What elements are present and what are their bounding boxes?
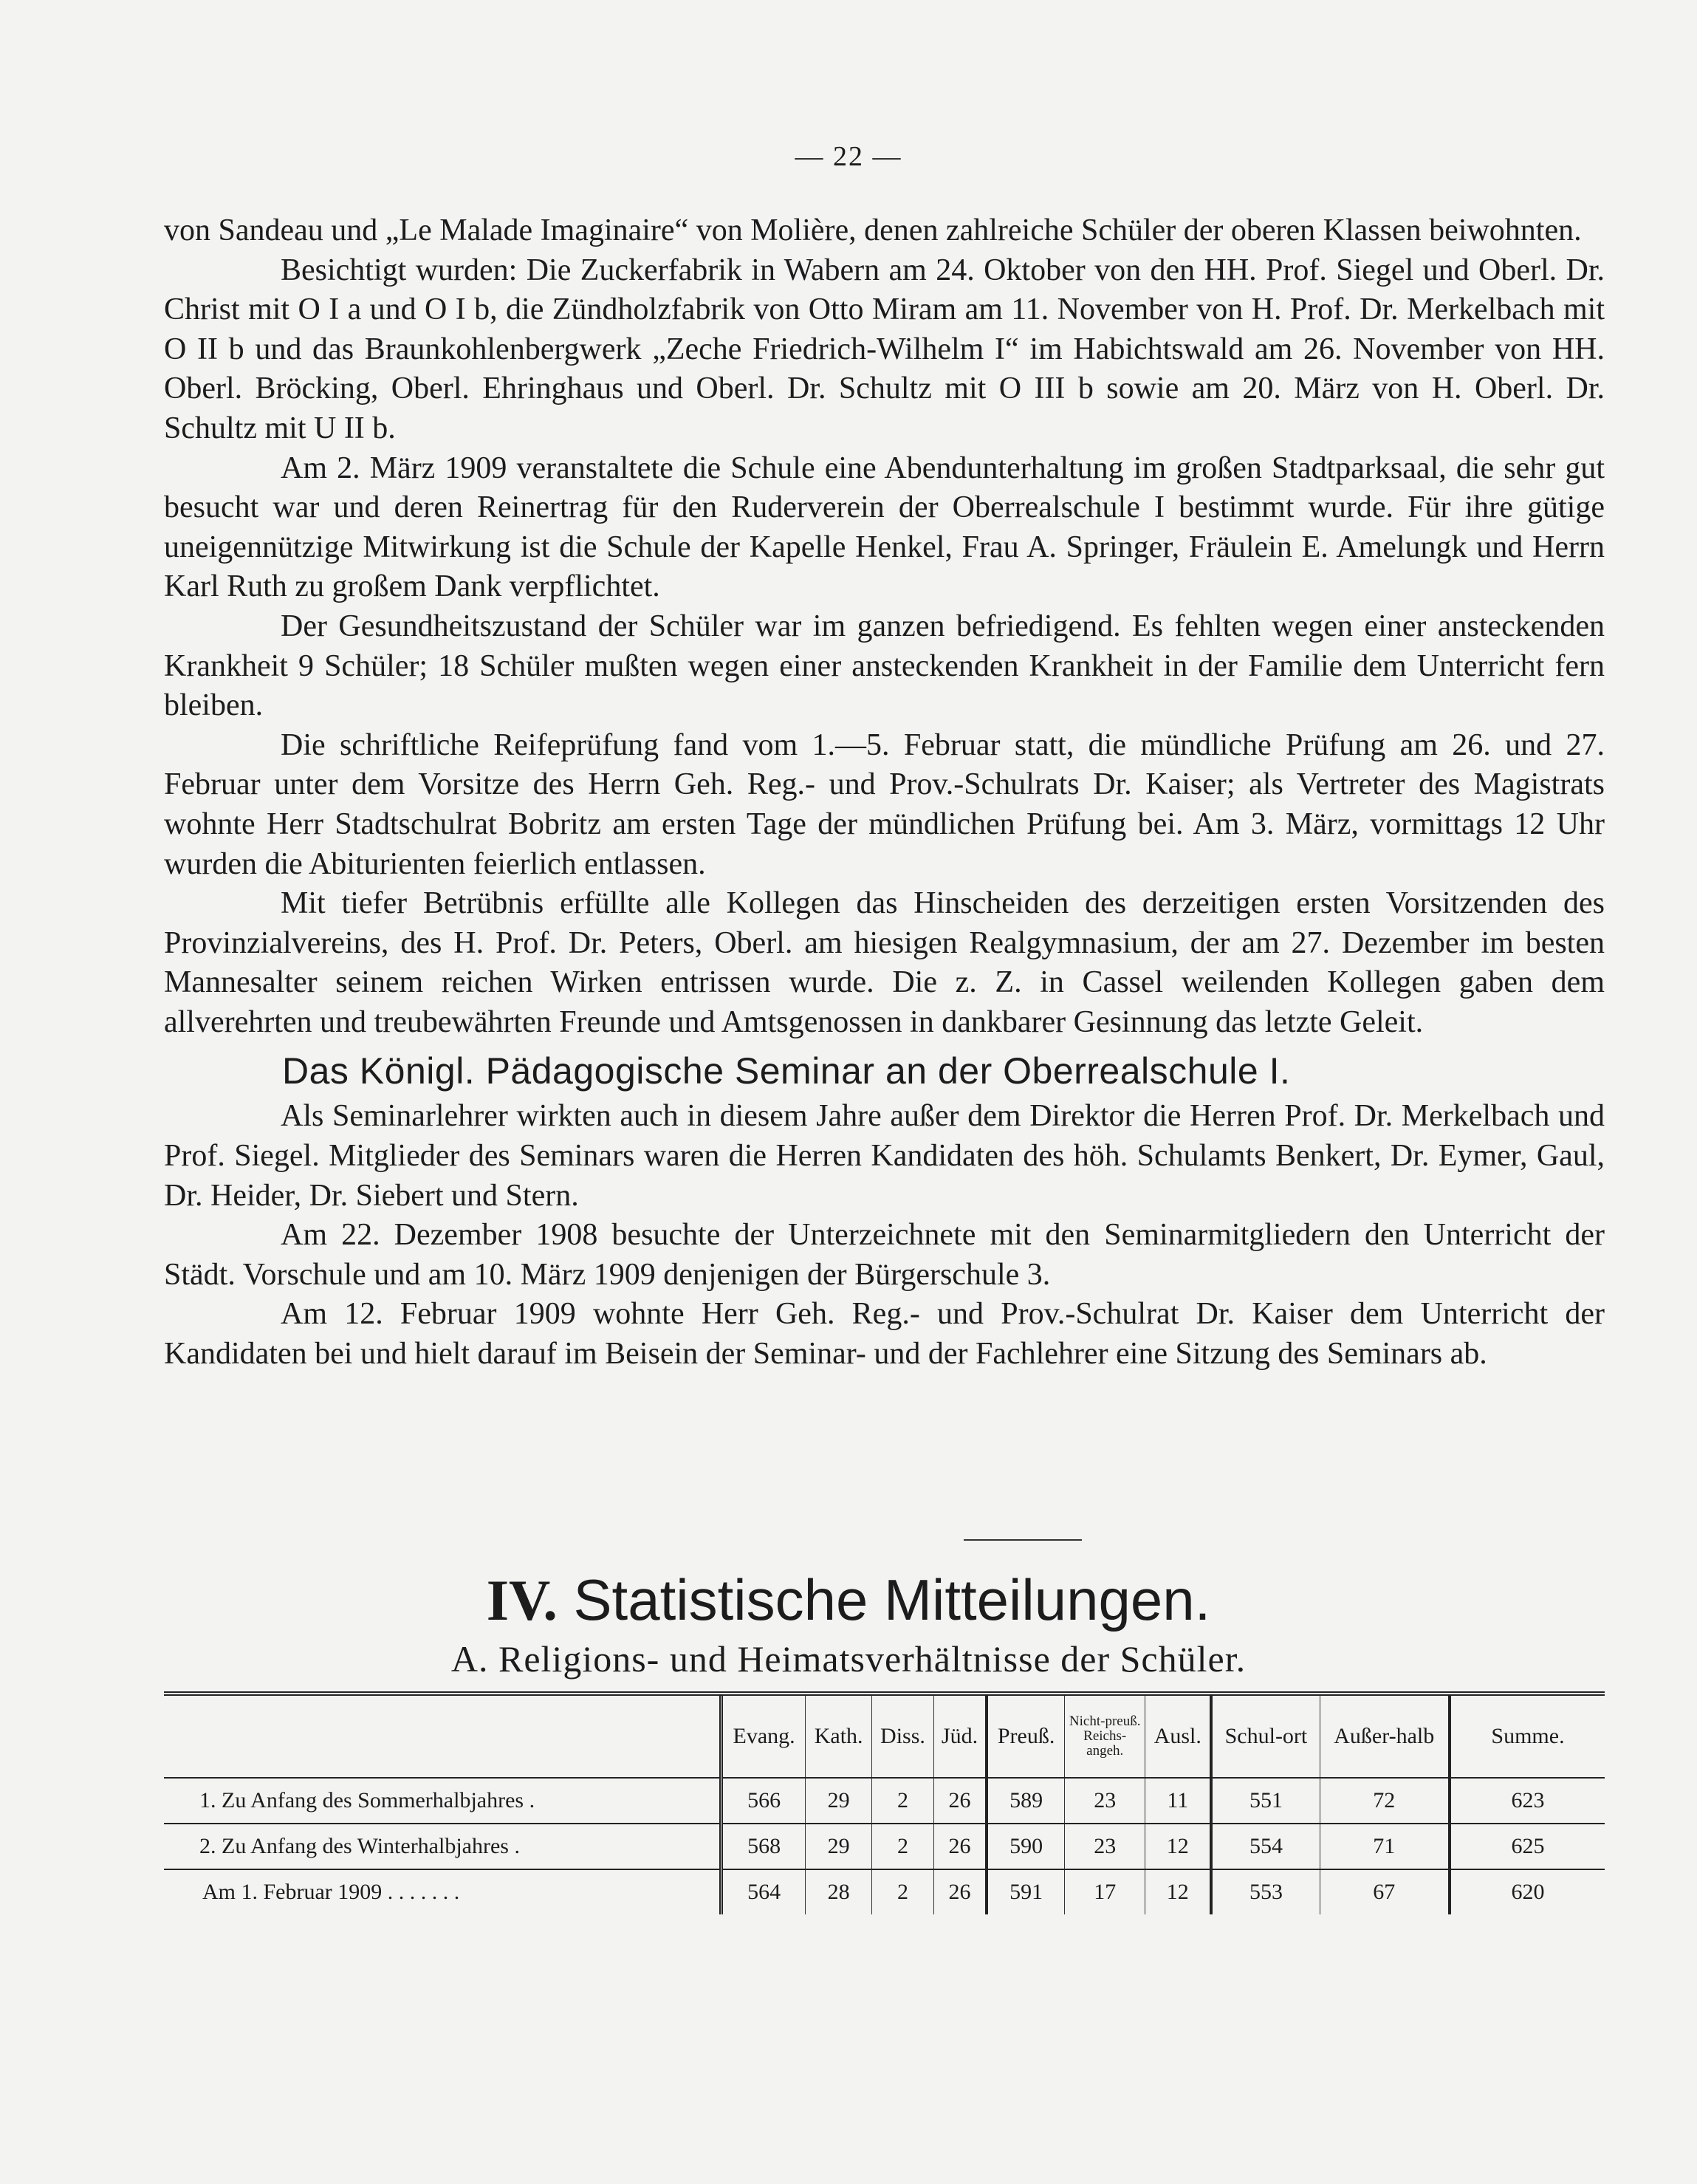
cell: 620 — [1450, 1869, 1605, 1914]
cell: 71 — [1320, 1824, 1450, 1869]
paragraph: von Sandeau und „Le Malade Imaginaire“ von Molière, denen zahlreiche Schüler der oberen Klassen beiwohnten. — [164, 213, 1582, 247]
chapter-number: IV. — [486, 1568, 558, 1632]
body-text — [164, 211, 1605, 1375]
chapter-title: Statistische Mitteilungen. — [573, 1567, 1211, 1632]
table-header-row — [164, 1694, 1605, 1778]
seminar-heading: Das Königl. Pädagogische Seminar an der Oberrealschule I. — [282, 1050, 1291, 1092]
column-header-schulort: Schul-ort — [1211, 1694, 1320, 1778]
cell: 623 — [1450, 1778, 1605, 1824]
cell: 28 — [806, 1869, 872, 1914]
row-label: Am 1. Februar 1909 . . . . . . . — [202, 1880, 460, 1904]
table-row — [164, 1778, 1605, 1824]
cell: 26 — [933, 1869, 987, 1914]
cell: 568 — [721, 1824, 806, 1869]
cell: 26 — [933, 1824, 987, 1869]
cell: 67 — [1320, 1869, 1450, 1914]
paragraph: Als Seminarlehrer wirkten auch in diesem Jahre außer dem Direktor die Herren Prof. Dr. Merkelbach und Prof. Siegel. Mitglieder des Seminars waren die Herren Kandidaten des höh. Schulamts Benkert, Dr. Eymer, Gaul, Dr. Heider, Dr. Siebert und Stern. — [164, 1099, 1605, 1213]
cell: 566 — [721, 1778, 806, 1824]
cell: 11 — [1145, 1778, 1212, 1824]
cell: 29 — [806, 1824, 872, 1869]
column-header-jued: Jüd. — [933, 1694, 987, 1778]
paragraph: Am 12. Februar 1909 wohnte Herr Geh. Reg.- und Prov.-Schulrat Dr. Kaiser dem Unterricht der Kandidaten bei und hielt darauf im Beisein der Seminar- und der Fachlehrer eine Sitzung des Seminars ab. — [164, 1297, 1605, 1372]
cell: 29 — [806, 1778, 872, 1824]
column-header-ausserhalb: Außer-halb — [1320, 1694, 1450, 1778]
section-divider — [964, 1539, 1082, 1541]
page-number: — 22 — — [795, 141, 902, 172]
column-header-evang: Evang. — [721, 1694, 806, 1778]
cell: 2 — [872, 1824, 934, 1869]
cell: 625 — [1450, 1824, 1605, 1869]
paragraph: Der Gesundheitszustand der Schüler war im ganzen befriedigend. Es fehlten wegen einer ansteckenden Krankheit 9 Schüler; 18 Schüler mußten wegen einer ansteckenden Krankheit in der Familie dem Unterricht fern bleiben. — [164, 609, 1605, 723]
cell: 589 — [987, 1778, 1065, 1824]
table-row — [164, 1824, 1605, 1869]
row-label: 2. Zu Anfang des Winterhalbjahres . — [164, 1824, 721, 1869]
column-header-diss: Diss. — [872, 1694, 934, 1778]
column-header-summe: Summe. — [1450, 1694, 1605, 1778]
statistics-table — [164, 1691, 1605, 1914]
cell: 591 — [987, 1869, 1065, 1914]
paragraph: Mit tiefer Betrübnis erfüllte alle Kollegen das Hinscheiden des derzeitigen ersten Vorsitzenden des Provinzialvereins, des H. Prof. Dr. Peters, Oberl. am hiesigen Realgymnasium, der am 27. Dezember im besten Mannesalter seinem reichen Wirken entrissen wurde. Die z. Z. in Cassel weilenden Kollegen gaben dem allverehrten und treubewährten Freunde und Amtsgenossen in dankbarer Gesinnung das letzte Geleit. — [164, 886, 1605, 1039]
paragraph: Am 2. März 1909 veranstaltete die Schule eine Abendunterhaltung im großen Stadtparksaal, die sehr gut besucht war und deren Reinertrag für den Ruderverein der Oberrealschule I bestimmt wurde. Für ihre gütige uneigennützige Mitwirkung ist die Schule der Kapelle Henkel, Frau A. Springer, Fräulein E. Amelungk und Herrn Karl Ruth zu großem Dank verpflichtet. — [164, 451, 1605, 604]
column-header-ausl: Ausl. — [1145, 1694, 1212, 1778]
table-heading: A. Religions- und Heimatsverhältnisse der Schüler. — [450, 1638, 1247, 1680]
paragraph: Besichtigt wurden: Die Zuckerfabrik in Wabern am 24. Oktober von den HH. Prof. Siegel und Oberl. Dr. Christ mit O I a und O I b, die Zündholzfabrik von Otto Miram am 11. November von H. Prof. Dr. Merkelbach mit O II b und das Braunkohlenbergwerk „Zeche Friedrich-Wilhelm I“ im Habichtswald am 26. November von HH. Oberl. Bröcking, Oberl. Ehringhaus und Oberl. Dr. Schultz mit O III b sowie am 20. März von H. Oberl. Dr. Schultz mit U II b. — [164, 253, 1605, 445]
column-header-preuss: Preuß. — [987, 1694, 1065, 1778]
cell: 554 — [1211, 1824, 1320, 1869]
column-header-kath: Kath. — [806, 1694, 872, 1778]
cell: 12 — [1145, 1824, 1212, 1869]
table-row — [164, 1869, 1605, 1914]
cell: 26 — [933, 1778, 987, 1824]
column-header-nichtpreuss: Nicht-preuß. Reichs-angeh. — [1065, 1694, 1145, 1778]
cell: 12 — [1145, 1869, 1212, 1914]
cell: 2 — [872, 1869, 934, 1914]
paragraph: Die schriftliche Reifeprüfung fand vom 1.—5. Februar statt, die mündliche Prüfung am 26. und 27. Februar unter dem Vorsitze des Herrn Geh. Reg.- und Prov.-Schulrats Dr. Kaiser; als Vertreter des Magistrats wohnte Herr Stadtschulrat Bobritz am ersten Tage der mündlichen Prüfung bei. Am 3. März, vormittags 12 Uhr wurden die Abiturienten feierlich entlassen. — [164, 728, 1605, 881]
chapter-heading — [0, 1564, 1697, 1636]
row-label-header — [164, 1694, 721, 1778]
cell: 590 — [987, 1824, 1065, 1869]
row-label: 1. Zu Anfang des Sommerhalbjahres . — [164, 1778, 721, 1824]
paragraph: Am 22. Dezember 1908 besuchte der Unterzeichnete mit den Seminarmitgliedern den Unterricht der Städt. Vorschule und am 10. März 1909 denjenigen der Bürgerschule 3. — [164, 1218, 1605, 1292]
cell: 72 — [1320, 1778, 1450, 1824]
cell: 23 — [1065, 1778, 1145, 1824]
cell: 564 — [721, 1869, 806, 1914]
cell: 553 — [1211, 1869, 1320, 1914]
cell: 551 — [1211, 1778, 1320, 1824]
cell: 2 — [872, 1778, 934, 1824]
cell: 17 — [1065, 1869, 1145, 1914]
cell: 23 — [1065, 1824, 1145, 1869]
